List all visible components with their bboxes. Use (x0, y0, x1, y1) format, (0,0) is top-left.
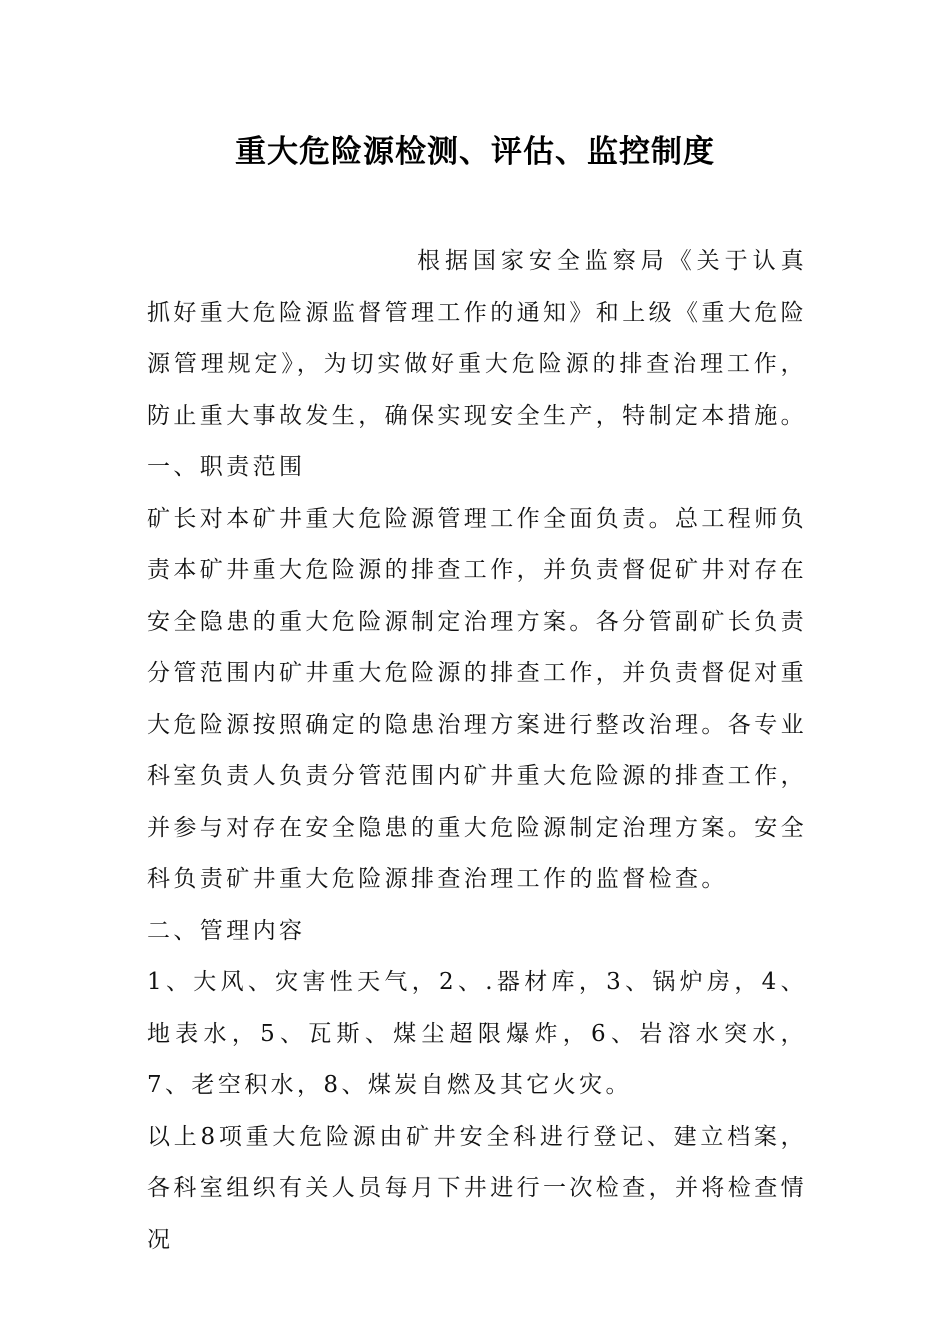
management-paragraph: 以上8项重大危险源由矿井安全科进行登记、建立档案，各科室组织有关人员每月下井进行一次检查，并将检查情况 (147, 1123, 807, 1253)
hazard-list-paragraph: 1、大风、灾害性天气，2、.器材库，3、锅炉房，4、地表水，5、瓦斯、煤尘超限爆炸，6、岩溶水突水， 7、老空积水，8、煤炭自燃及其它火灾。 (147, 969, 807, 1098)
section-heading-responsibilities: 一、职责范围 (147, 454, 306, 480)
intro-paragraph: 根据国家安全监察局《关于认真抓好重大危险源监督管理工作的通知》和上级《重大危险源管理规定》，为切实做好重大危险源的排查治理工作，防止重大事故发生，确保实现安全生产，特制定本措施。 (147, 248, 807, 429)
document-title: 重大危险源检测、评估、监控制度 (235, 134, 715, 170)
responsibilities-paragraph: 矿长对本矿井重大危险源管理工作全面负责。总工程师负责本矿井重大危险源的排查工作，并负责督促矿井对存在安全隐患的重大危险源制定治理方案。各分管副矿长负责分管范围内矿井重大危险源的排查工作，并负责督促对重大危险源按照确定的隐患治理方案进行整改治理。各专业科室负责人负责分管范围内矿井重大危险源的排查工作，并参与对存在安全隐患的重大危险源制定治理方案。安全科负责矿井重大危险源排查治理工作的监督检查。 (147, 505, 807, 892)
document-body (147, 236, 807, 1266)
section-heading-management: 二、管理内容 (147, 917, 306, 944)
